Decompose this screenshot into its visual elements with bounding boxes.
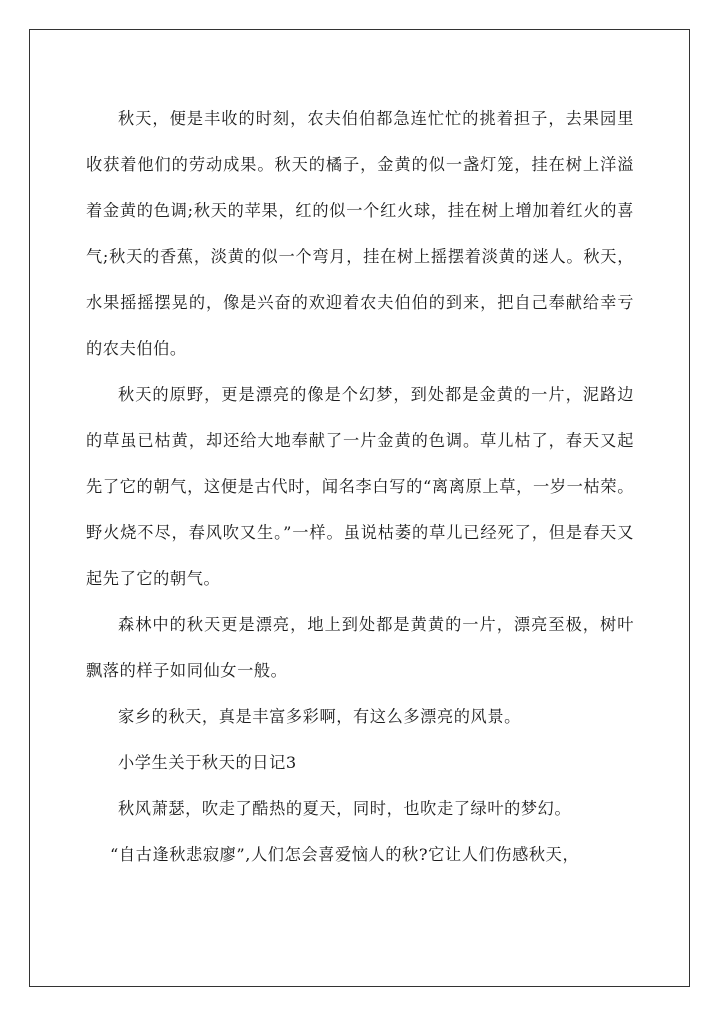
paragraph-quote: “自古逢秋悲寂廖”,人们怎会喜爱恼人的秋?它让人们伤感秋天， (110, 845, 580, 864)
paragraph-forest: 森林中的秋天更是漂亮，地上到处都是黄黄的一片，漂亮至极，树叶飘落的样子如同仙女一般。 (86, 615, 634, 680)
paragraph-field: 秋天的原野，更是漂亮的像是个幻梦，到处都是金黄的一片，泥路边的草虽已枯黄，却还给大地奉献了一片金黄的色调。草儿枯了，春天又起先了它的朝气，这便是古代时，闻名李白写的“离离原上草，一岁一枯荣。野火烧不尽，春风吹又生。”一样。虽说枯萎的草儿已经死了，但是春天又起先了它的朝气。 (86, 385, 634, 588)
section-heading: 小学生关于秋天的日记3 (118, 753, 297, 772)
paragraph-hometown: 家乡的秋天，真是丰富多彩啊，有这么多漂亮的风景。 (118, 707, 521, 726)
paragraph-harvest: 秋天，便是丰收的时刻，农夫伯伯都急连忙忙的挑着担子，去果园里收获着他们的劳动成果。秋天的橘子，金黄的似一盏灯笼，挂在树上洋溢着金黄的色调;秋天的苹果，红的似一个红火球，挂在树上增加着红火的喜气;秋天的香蕉，淡黄的似一个弯月，挂在树上摇摆着淡黄的迷人。秋天，水果摇摇摆晃的，像是兴奋的欢迎着农夫伯伯的到来，把自己奉献给幸亏的农夫伯伯。 (86, 109, 634, 358)
paragraph-autumn-wind: 秋风萧瑟，吹走了酷热的夏天，同时，也吹走了绿叶的梦幻。 (118, 799, 572, 818)
document-body (86, 96, 634, 878)
